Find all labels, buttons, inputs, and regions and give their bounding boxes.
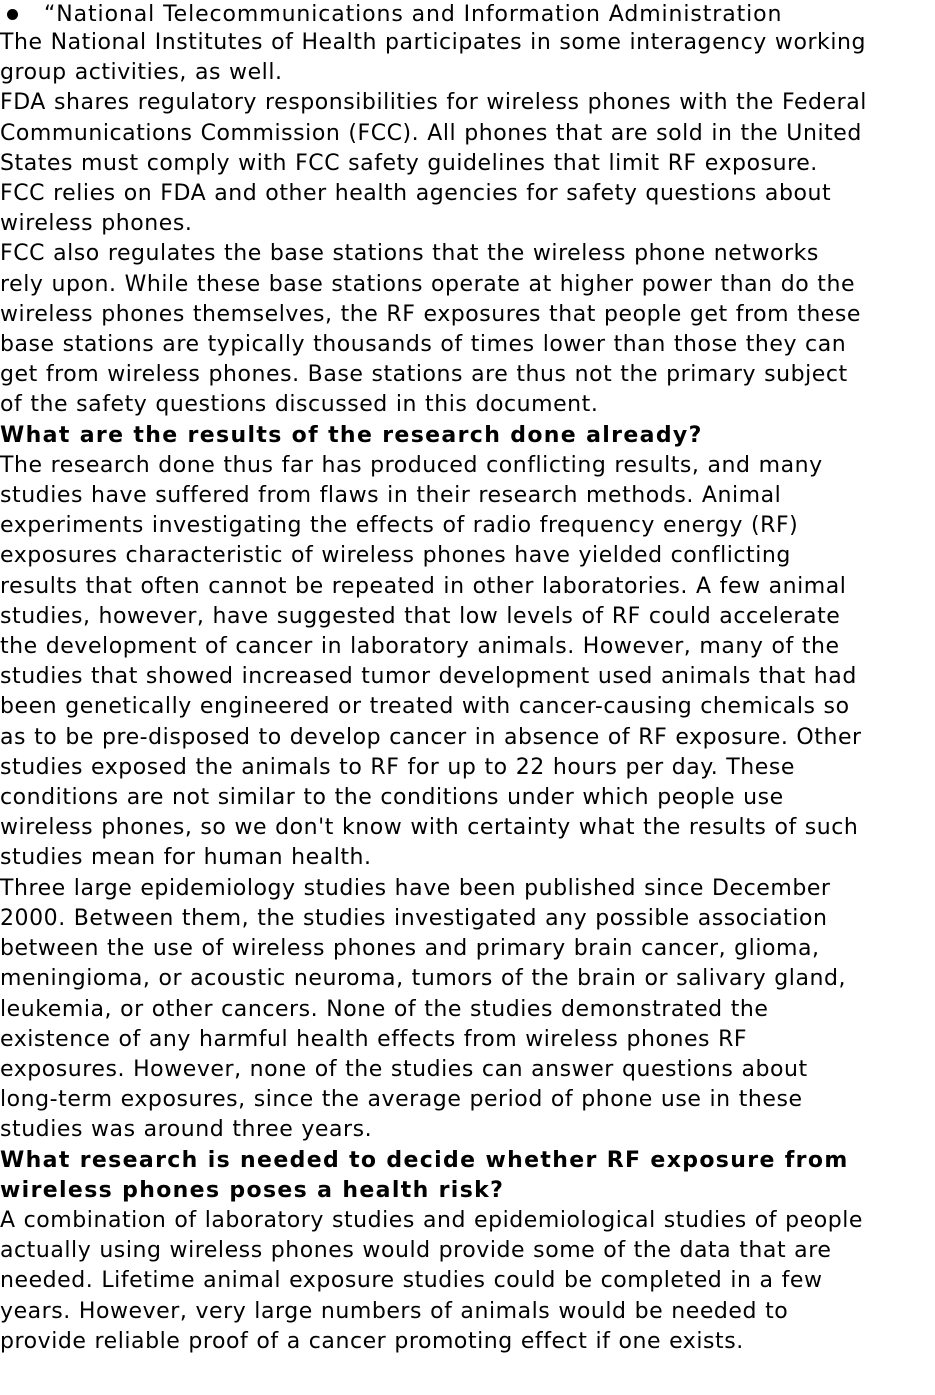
paragraph-research-conflicting: The research done thus far has produced conflicting results, and many studies have suffered from flaws in their research methods. Animal experiments investigating the effects of radio frequency energy (RF) exposures characteristic of wireless phones have yielded conflicting results that often cannot be repeated in other laboratories. A few animal studies, however, have suggested that low levels of RF could accelerate the development of cancer in laboratory animals. However, many of the studies that showed increased tumor development used animals that had been genetically engineered or treated with cancer-causing chemicals so as to be pre-disposed to develop cancer in absence of RF exposure. Other studies exposed the animals to RF for up to 22 hours per day. These conditions are not similar to the conditions under which people use wireless phones, so we don't know with certainty what the results of such studies mean for human health.: [0, 452, 862, 871]
bullet-item-text: “National Telecommunications and Information Administration: [44, 2, 783, 27]
heading-research-needed: What research is needed to decide whether RF exposure from wireless phones poses a health risk?: [0, 1147, 849, 1203]
bullet-item: [0, 0, 935, 28]
paragraph-base-stations: FCC also regulates the base stations that the wireless phone networks rely upon. While these base stations operate at higher power than do the wireless phones themselves, the RF exposures that people get from these base stations are typically thousands of times lower than those they can get from wireless phones. Base stations are thus not the primary subject of the safety questions discussed in this document.: [0, 241, 861, 418]
paragraph-epidemiology-studies: Three large epidemiology studies have been published since December 2000. Between them, the studies investigated any possible association between the use of wireless phones and primary brain cancer, glioma, meningioma, or acoustic neuroma, tumors of the brain or salivary gland, leukemia, or other cancers. None of the studies demonstrated the existence of any harmful health effects from wireless phones RF exposures. However, none of the studies can answer questions about long-term exposures, since the average period of phone use in these studies was around three years.: [0, 875, 847, 1143]
paragraph-nih: The National Institutes of Health participates in some interagency working group activities, as well.: [0, 30, 867, 86]
bullet-dot-icon: [7, 9, 18, 20]
paragraph-fda-fcc: FDA shares regulatory responsibilities for wireless phones with the Federal Communications Commission (FCC). All phones that are sold in the United States must comply with FCC safety guidelines that limit RF exposure. FCC relies on FDA and other health agencies for safety questions about wireless phones.: [0, 90, 867, 237]
paragraph-combination-studies: A combination of laboratory studies and epidemiological studies of people actually using wireless phones would provide some of the data that are needed. Lifetime animal exposure studies could be completed in a few years. However, very large numbers of animals would be needed to provide reliable proof of a cancer promoting effect if one exists.: [0, 1207, 863, 1354]
heading-research-results: What are the results of the research done already?: [0, 422, 703, 448]
